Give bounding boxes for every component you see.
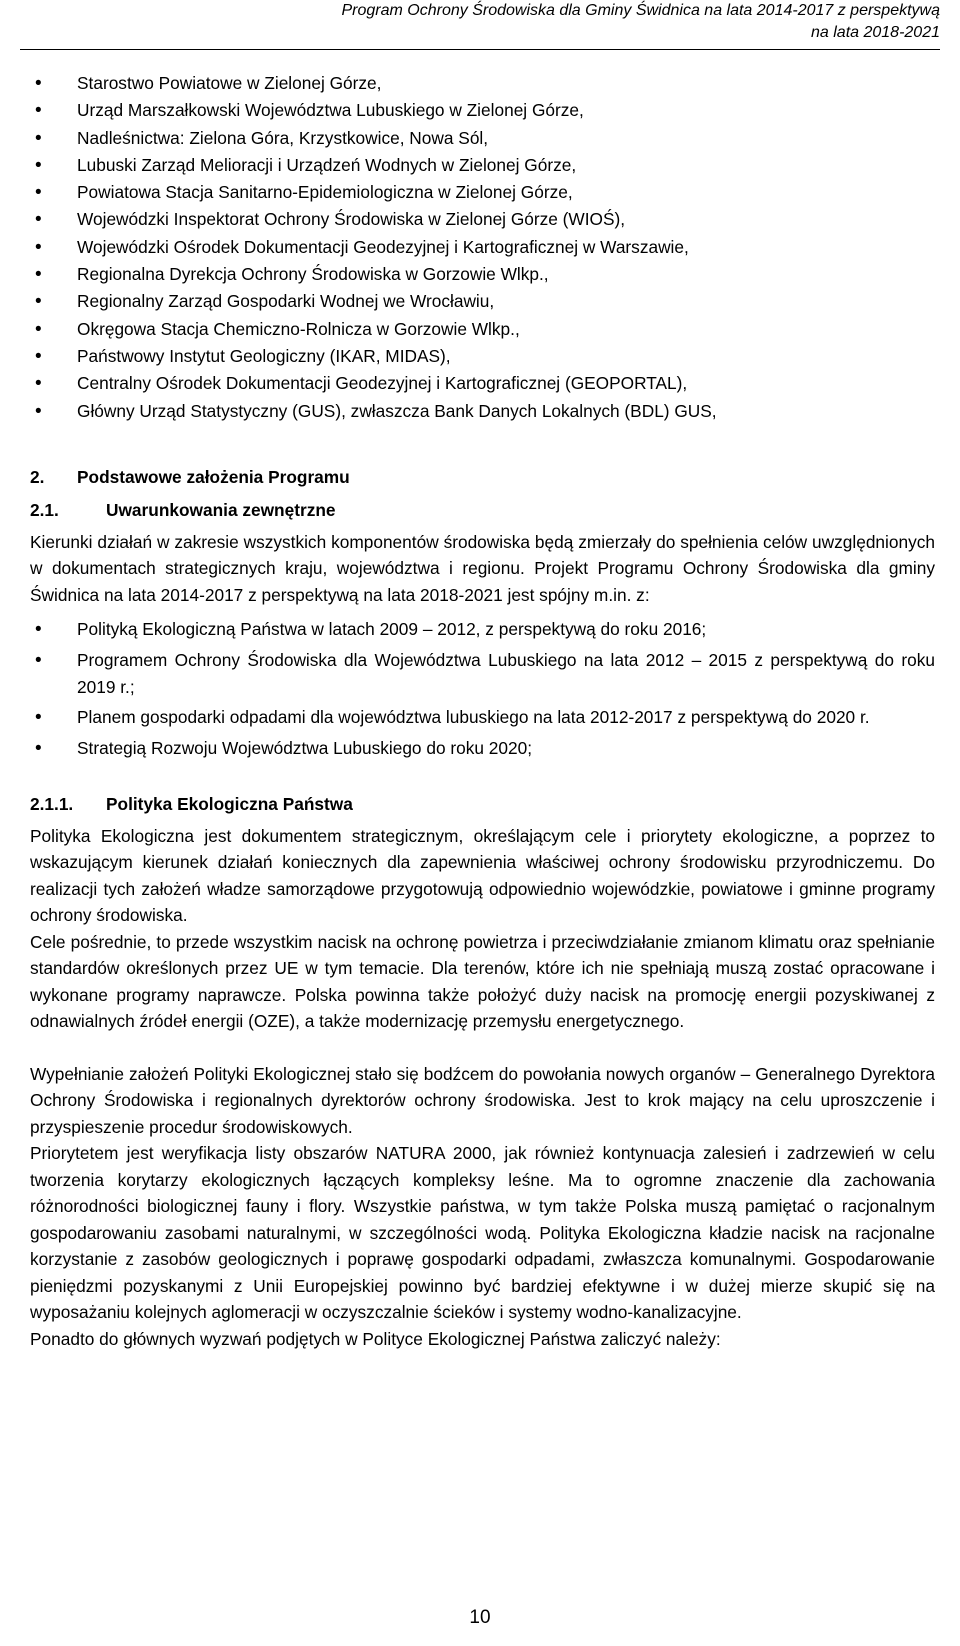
- list-item: • Urząd Marszałkowski Województwa Lubuskiego w Zielonej Górze,: [30, 97, 935, 124]
- list-item: • Planem gospodarki odpadami dla województwa lubuskiego na lata 2012-2017 z perspektywą do 2020 r.: [30, 704, 935, 731]
- header-line-1: Program Ochrony Środowiska dla Gminy Świdnica na lata 2014-2017 z perspektywą: [341, 2, 940, 19]
- list-item: • Lubuski Zarząd Melioracji i Urządzeń Wodnych w Zielonej Górze,: [30, 152, 935, 179]
- list-item: • Nadleśnictwa: Zielona Góra, Krzystkowice, Nowa Sól,: [30, 125, 935, 152]
- section-2-heading: [30, 467, 935, 488]
- list-item: • Regionalna Dyrekcja Ochrony Środowiska w Gorzowie Wlkp.,: [30, 261, 935, 288]
- section-title: Uwarunkowania zewnętrzne: [106, 499, 336, 520]
- paragraph: Ponadto do głównych wyzwań podjętych w Polityce Ekologicznej Państwa zaliczyć należy:: [30, 1328, 721, 1349]
- list-item: • Programem Ochrony Środowiska dla Województwa Lubuskiego na lata 2012 – 2015 z perspektywą do roku 2019 r.;: [30, 647, 935, 702]
- section-title: Podstawowe założenia Programu: [77, 466, 350, 487]
- section-2-1-intro: Kierunki działań w zakresie wszystkich komponentów środowiska będą zmierzały do spełnienia celów uwzględnionych w dokumentach strategicznych kraju, województwa i regionu. Projekt Programu Ochrony Środowiska dla gminy Świdnica na lata 2014-2017 z perspektywą na lata 2018-2021 jest spójny m.in. z:: [30, 531, 935, 605]
- list-item: • Główny Urząd Statystyczny (GUS), zwłaszcza Bank Danych Lokalnych (BDL) GUS,: [30, 398, 935, 425]
- paragraph: Polityka Ekologiczna jest dokumentem strategicznym, określającym cele i priorytety ekologiczne, a poprzez to wskazującym kierunek działań koniecznych dla zapewnienia właściwej ochrony środowisku przyrodniczemu. Do realizacji tych założeń władze samorządowe przygotowują odpowiednio wojewódzkie, powiatowe i gminne programy ochrony środowiska.: [30, 825, 935, 926]
- list-item: • Powiatowa Stacja Sanitarno-Epidemiologiczna w Zielonej Górze,: [30, 179, 935, 206]
- page-header: [20, 0, 940, 50]
- list-item: • Centralny Ośrodek Dokumentacji Geodezyjnej i Kartograficznej (GEOPORTAL),: [30, 370, 935, 397]
- section-number: 2.: [30, 466, 45, 487]
- section-title: Polityka Ekologiczna Państwa: [106, 793, 353, 814]
- list-item: • Państwowy Instytut Geologiczny (IKAR, MIDAS),: [30, 343, 935, 370]
- institutions-list: [30, 70, 935, 425]
- section-2-1-1-heading: [30, 794, 935, 815]
- list-item: • Strategią Rozwoju Województwa Lubuskiego do roku 2020;: [30, 735, 935, 762]
- list-item: • Regionalny Zarząd Gospodarki Wodnej we Wrocławiu,: [30, 288, 935, 315]
- header-line-2: na lata 2018-2021: [811, 24, 940, 41]
- section-2-1-heading: [30, 500, 935, 521]
- paragraph: Cele pośrednie, to przede wszystkim nacisk na ochronę powietrza i przeciwdziałanie zmianom klimatu oraz spełnianie standardów określonych przez UE w tym temacie. Dla terenów, które ich nie spełniają muszą zostać opracowane i wykonane programy naprawcze. Polska powinna także położyć duży nacisk na promocję energii pozyskiwanej z odnawialnych źródeł energii (OZE), a także modernizację przemysłu energetycznego.: [30, 931, 935, 1032]
- paragraph: Priorytetem jest weryfikacja listy obszarów NATURA 2000, jak również kontynuacja zalesień i zadrzewień w celu tworzenia korytarzy ekologicznych łączących kompleksy leśne. Ma to ogromne znaczenie dla zachowania różnorodności biologicznej fauny i flory. Wszystkie państwa, w tym także Polska muszą pamiętać o racjonalnym gospodarowaniu zasobami naturalnymi, w szczególności wodą. Polityka Ekologiczna kładzie nacisk na racjonalne korzystanie z zasobów geologicznych i poprawę gospodarki odpadami, zwłaszcza komunalnymi. Gospodarowanie pieniędzmi pozyskanymi z Unii Europejskiej powinno być bardziej efektywne i w dużej mierze skupić się na wyposażaniu kolejnych aglomeracji w oczyszczalnie ścieków i systemy wodno-kanalizacyjne.: [30, 1143, 935, 1323]
- page-number: 10: [469, 1607, 491, 1628]
- list-item: • Okręgowa Stacja Chemiczno-Rolnicza w Gorzowie Wlkp.,: [30, 316, 935, 343]
- paragraph: Wypełnianie założeń Polityki Ekologicznej stało się bodźcem do powołania nowych organów – Generalnego Dyrektora Ochrony Środowiska i regionalnych dyrektorów ochrony środowiska. Jest to krok mający na celu uproszczenie i przyspieszenie procedur środowiskowych.: [30, 1063, 935, 1137]
- documents-list: [30, 616, 935, 761]
- list-item: • Starostwo Powiatowe w Zielonej Górze,: [30, 70, 935, 97]
- list-item: • Wojewódzki Ośrodek Dokumentacji Geodezyjnej i Kartograficznej w Warszawie,: [30, 234, 935, 261]
- list-item: • Wojewódzki Inspektorat Ochrony Środowiska w Zielonej Górze (WIOŚ),: [30, 206, 935, 233]
- page-content: [30, 70, 935, 1352]
- section-number: 2.1.1.: [30, 793, 74, 814]
- list-item: • Polityką Ekologiczną Państwa w latach 2009 – 2012, z perspektywą do roku 2016;: [30, 616, 935, 643]
- section-number: 2.1.: [30, 499, 59, 520]
